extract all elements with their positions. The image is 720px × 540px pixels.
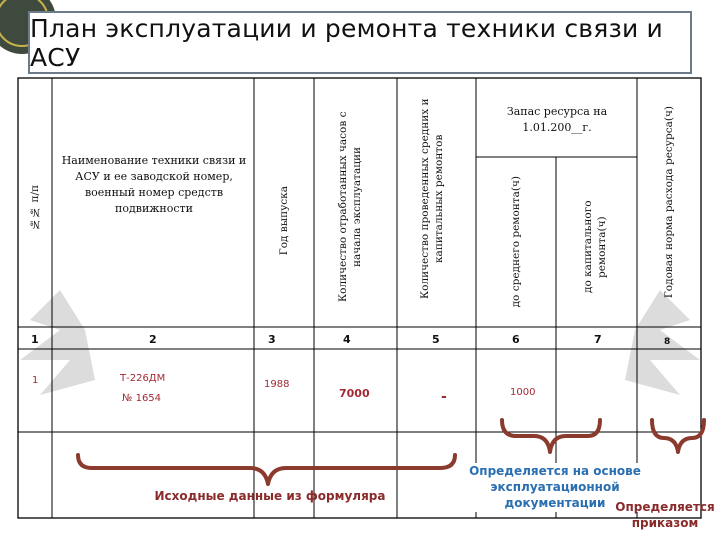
col-number-4: 4: [343, 333, 351, 346]
header-col-repairs-text: Количество проведенных средних и капитальных ремонтов: [419, 98, 446, 300]
col-number-6: 6: [512, 333, 520, 346]
header-col-name: Наименование техники связи и АСУ и ее заводской номер, военный номер средств подвижности: [61, 154, 247, 215]
note-order: Определяется приказом: [615, 500, 715, 530]
header-col-annual-norm: Годовая норма расхода ресурса(ч): [663, 106, 675, 299]
note-source-data: Исходные данные из формуляра: [154, 489, 386, 503]
col-number-1: 1: [31, 333, 39, 346]
header-col-year: Год выпуска: [278, 186, 290, 256]
page-title: План эксплуатации и ремонта техники связи и АСУ: [30, 13, 663, 72]
note-docs: Определяется на основе эксплуатационной документации: [462, 463, 648, 512]
row-repairs: -: [441, 389, 447, 405]
row-to-medium: 1000: [510, 387, 536, 398]
brace-source: [78, 455, 455, 484]
col-number-5: 5: [432, 333, 440, 346]
col-number-3: 3: [268, 333, 276, 346]
row-index: 1: [32, 375, 39, 386]
header-group-reserve: Запас ресурса на 1.01.200__г.: [506, 105, 608, 134]
row-equipment-number: № 1654: [122, 393, 162, 404]
row-equipment-name: Т-226ДМ: [120, 373, 166, 384]
col-number-7: 7: [594, 333, 602, 346]
row-hours: 7000: [339, 387, 370, 400]
col-number-8: 8: [664, 337, 671, 347]
brace-docs: [502, 420, 600, 452]
header-col-to-capital-text: до капитального ремонта(ч): [582, 200, 609, 294]
brace-order: [652, 420, 704, 452]
col-number-2: 2: [149, 333, 157, 346]
row-year: 1988: [264, 379, 290, 390]
header-col-to-medium: до среднего ремонта(ч): [510, 176, 522, 308]
header-col-number: №№ п/п: [29, 185, 41, 230]
header-col-hours-text: Количество отработанных часов с начала эксплуатации: [337, 111, 364, 303]
